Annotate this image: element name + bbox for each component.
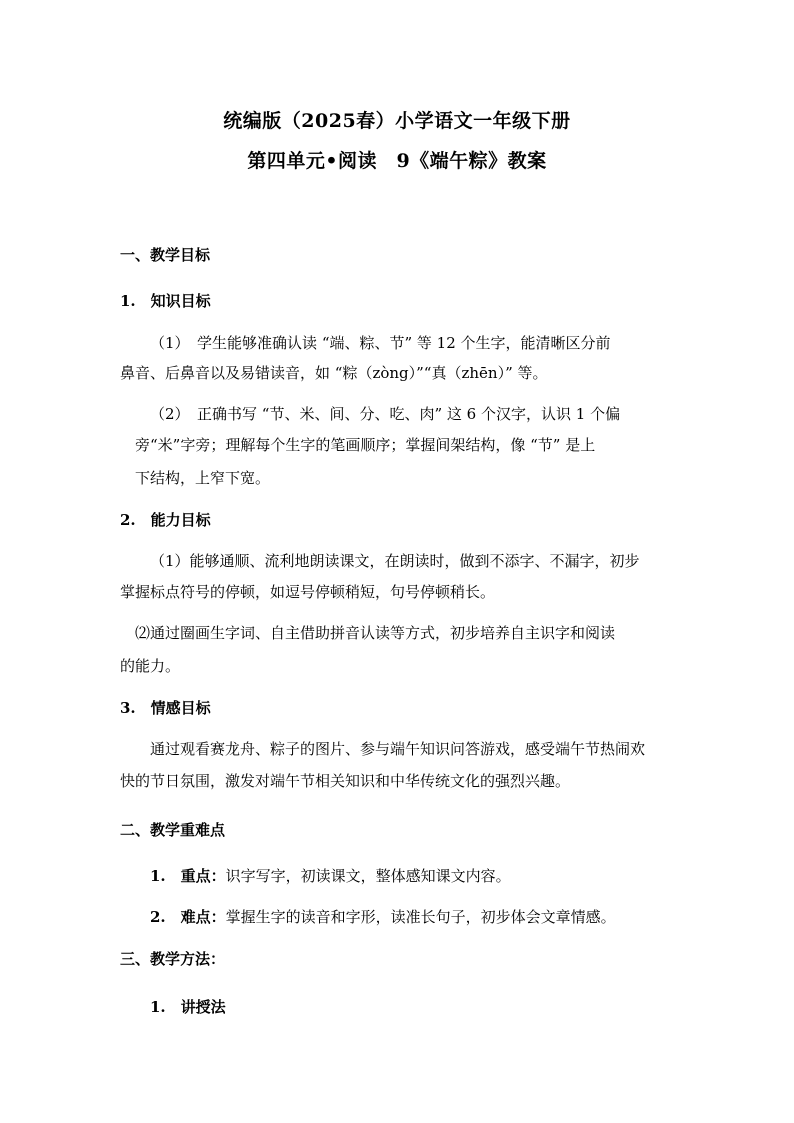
key-point-label: 1. 重点：	[150, 867, 226, 885]
teaching-method-item1: 1. 讲授法	[150, 998, 226, 1016]
knowledge-item1-line1: （1） 学生能够准确认读 “端、粽、节” 等 12 个生字，能清晰区分前	[150, 334, 611, 352]
emotional-goals-line1: 通过观看赛龙舟、粽子的图片、参与端午知识问答游戏，感受端午节热闹欢	[150, 740, 646, 758]
section-heading-teaching-goals: 一、教学目标	[120, 246, 211, 264]
document-title-line1: 统编版（2025春）小学语文一年级下册	[223, 110, 571, 132]
section-heading-teaching-methods: 三、教学方法：	[120, 950, 226, 968]
ability-item1-line1: （1）能够通顺、流利地朗读课文，在朗读时，做到不添字、不漏字，初步	[150, 552, 640, 570]
key-point-item	[150, 865, 511, 886]
ability-item2-line2: 的能力。	[120, 657, 181, 675]
difficult-point-item	[150, 906, 616, 927]
subheading-knowledge-goals: 1. 知识目标	[120, 292, 211, 310]
ability-item1-line2: 掌握标点符号的停顿，如逗号停顿稍短，句号停顿稍长。	[120, 583, 496, 601]
difficult-point-label: 2. 难点：	[150, 908, 226, 926]
ability-item2-line1: ⑵通过圈画生字词、自主借助拼音认读等方式，初步培养自主识字和阅读	[135, 624, 616, 642]
subheading-emotional-goals: 3. 情感目标	[120, 699, 211, 717]
document-title-line2: 第四单元•阅读 9《端午粽》教案	[247, 150, 547, 172]
emotional-goals-line2: 快的节日氛围，激发对端午节相关知识和中华传统文化的强烈兴趣。	[120, 772, 571, 790]
difficult-point-text: 掌握生字的读音和字形，读准长句子，初步体会文章情感。	[225, 908, 616, 926]
section-heading-key-points: 二、教学重难点	[120, 821, 226, 839]
knowledge-item2-line2: 旁“米”字旁；理解每个生字的笔画顺序；掌握间架结构，像 “节” 是上	[135, 436, 596, 454]
knowledge-item2-line3: 下结构，上窄下宽。	[135, 469, 271, 487]
subheading-ability-goals: 2. 能力目标	[120, 511, 211, 529]
key-point-text: 识字写字，初读课文，整体感知课文内容。	[225, 867, 511, 885]
knowledge-item2-line1: （2） 正确书写 “节、米、间、分、吃、肉” 这 6 个汉字，认识 1 个偏	[150, 405, 621, 423]
knowledge-item1-line2: 鼻音、后鼻音以及易错读音，如 “粽（zòng）”“真（zhēn）” 等。	[120, 364, 548, 382]
